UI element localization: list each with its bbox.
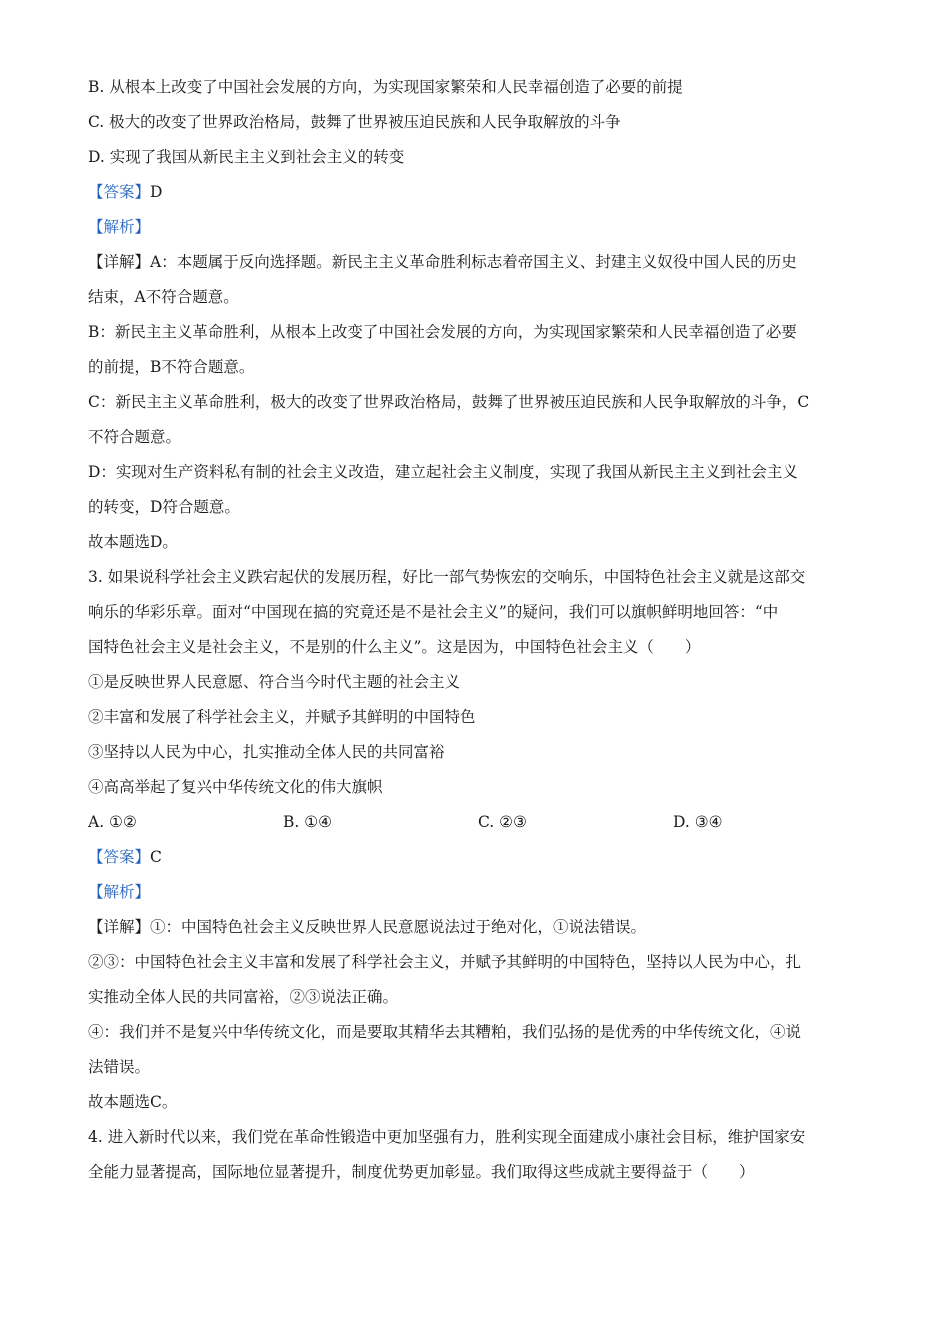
q2-detail-line-3: B：新民主主义革命胜利，从根本上改变了中国社会发展的方向，为实现国家繁荣和人民幸福创造了必要	[88, 323, 797, 341]
q3-detail-line-2: ②③：中国特色社会主义丰富和发展了科学社会主义，并赋予其鲜明的中国特色，坚持以人民为中心，扎	[88, 953, 802, 971]
q2-detail-line-2: 结束，A不符合题意。	[88, 288, 239, 306]
q2-option-c: C. 极大的改变了世界政治格局，鼓舞了世界被压迫民族和人民争取解放的斗争	[88, 113, 621, 131]
q3-option-a: A. ①②	[88, 813, 137, 831]
answer-tag: 【答案】	[88, 848, 151, 866]
q3-stem-line-1: 3. 如果说科学社会主义跌宕起伏的发展历程，好比一部气势恢宏的交响乐，中国特色社会主义就是这部交	[88, 568, 806, 586]
answer-value: D	[150, 183, 163, 201]
document-page	[88, 70, 868, 1190]
q3-item-3: ③坚持以人民为中心，扎实推动全体人民的共同富裕	[88, 743, 445, 761]
q3-answer	[88, 840, 868, 875]
detail-text: A：本题属于反向选择题。新民主主义革命胜利标志着帝国主义、封建主义奴役中国人民的历史	[150, 253, 797, 271]
answer-tag: 【答案】	[88, 183, 151, 201]
q2-answer	[88, 175, 868, 210]
q2-option-d: D. 实现了我国从新民主主义到社会主义的转变	[88, 148, 405, 166]
answer-value: C	[150, 848, 162, 866]
q3-options	[88, 805, 868, 840]
q3-detail-line-3: 实推动全体人民的共同富裕，②③说法正确。	[88, 988, 399, 1006]
q2-detail-line-7: D：实现对生产资料私有制的社会主义改造，建立起社会主义制度，实现了我国从新民主主义到社会主义	[88, 463, 798, 481]
q3-stem-line-2: 响乐的华彩乐章。面对“中国现在搞的究竟还是不是社会主义”的疑问，我们可以旗帜鲜明地回答：“中	[88, 603, 779, 621]
q2-option-b: B. 从根本上改变了中国社会发展的方向，为实现国家繁荣和人民幸福创造了必要的前提	[88, 78, 683, 96]
q3-stem-line-3: 国特色社会主义是社会主义，不是别的什么主义”。这是因为，中国特色社会主义（ ）	[88, 638, 701, 656]
q3-item-2: ②丰富和发展了科学社会主义，并赋予其鲜明的中国特色	[88, 708, 476, 726]
q3-option-c: C. ②③	[478, 813, 527, 831]
q3-detail-line-5: 法错误。	[88, 1058, 151, 1076]
q3-item-4: ④高高举起了复兴中华传统文化的伟大旗帜	[88, 778, 383, 796]
detail-text: ①：中国特色社会主义反映世界人民意愿说法过于绝对化，①说法错误。	[150, 918, 647, 936]
q2-detail-line-5: C：新民主主义革命胜利，极大的改变了世界政治格局，鼓舞了世界被压迫民族和人民争取解放的斗争，C	[88, 393, 810, 411]
q3-detail-line-1	[88, 910, 868, 945]
q3-option-d: D. ③④	[673, 813, 723, 831]
q2-analysis-tag: 【解析】	[88, 218, 151, 236]
q3-analysis-tag: 【解析】	[88, 883, 151, 901]
q2-conclusion: 故本题选D。	[88, 533, 178, 551]
q3-item-1: ①是反映世界人民意愿、符合当今时代主题的社会主义	[88, 673, 461, 691]
q3-detail-line-4: ④：我们并不是复兴中华传统文化，而是要取其精华去其糟粕，我们弘扬的是优秀的中华传统文化，④说	[88, 1023, 802, 1041]
q4-stem-line-1: 4. 进入新时代以来，我们党在革命性锻造中更加坚强有力，胜利实现全面建成小康社会目标，维护国家安	[88, 1128, 806, 1146]
detail-tag: 【详解】	[88, 918, 151, 936]
q4-stem-line-2: 全能力显著提高，国际地位显著提升，制度优势更加彰显。我们取得这些成就主要得益于（ ）	[88, 1163, 755, 1181]
q3-option-b: B. ①④	[283, 813, 333, 831]
q2-detail-line-6: 不符合题意。	[88, 428, 182, 446]
q2-detail-line-8: 的转变，D符合题意。	[88, 498, 240, 516]
q3-conclusion: 故本题选C。	[88, 1093, 178, 1111]
q2-detail-line-1	[88, 245, 868, 280]
q2-detail-line-4: 的前提，B不符合题意。	[88, 358, 255, 376]
detail-tag: 【详解】	[88, 253, 151, 271]
